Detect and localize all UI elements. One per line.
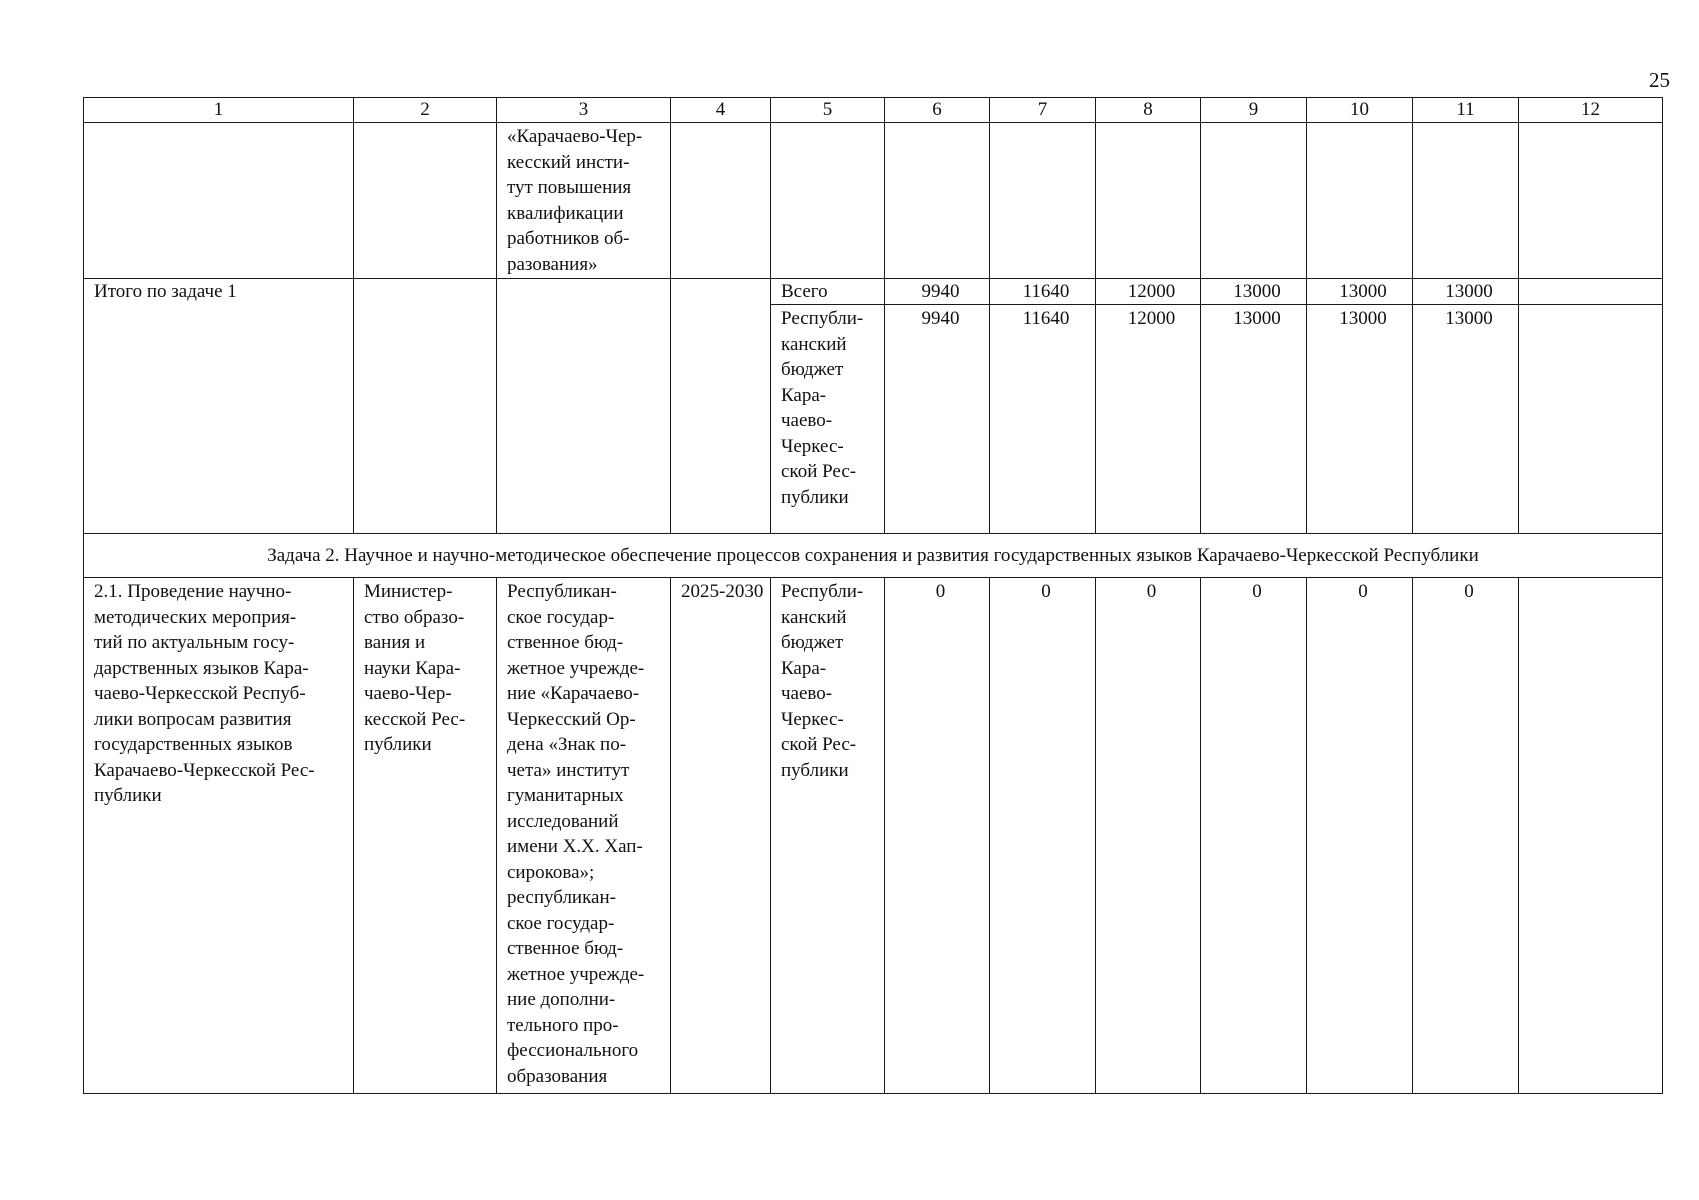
amount-cell: 11640 (990, 305, 1096, 534)
empty-cell (1201, 123, 1307, 279)
column-number: 2 (354, 98, 497, 123)
column-number: 7 (990, 98, 1096, 123)
amount-cell: 0 (1201, 578, 1307, 1094)
amount-cell: 0 (1413, 578, 1519, 1094)
amount-cell: 11640 (990, 279, 1096, 305)
note-cell (1519, 578, 1663, 1094)
empty-cell (1307, 123, 1413, 279)
task2-title: Задача 2. Научное и научно-методическое обеспечение процессов сохранения и развития государственных языков Карачаево-Черкесской Республики (84, 534, 1663, 578)
column-number: 6 (885, 98, 990, 123)
amount-cell: 0 (990, 578, 1096, 1094)
column-number: 8 (1096, 98, 1201, 123)
empty-cell (771, 123, 885, 279)
amount-cell: 0 (1096, 578, 1201, 1094)
funding-source-cell: Республи- канский бюджет Кара- чаево- Черкес- ской Рес- публики (771, 305, 885, 534)
empty-cell (885, 123, 990, 279)
empty-cell (1519, 123, 1663, 279)
responsible-cell: Министер- ство образо- вания и науки Кара- чаево-Чер- кесской Рес- публики (354, 578, 497, 1094)
period-cell: 2025-2030 (671, 578, 771, 1094)
note-cell (1519, 279, 1663, 305)
amount-cell: 13000 (1201, 279, 1307, 305)
column-number-row (84, 98, 1663, 123)
funding-source-cell: Республи- канский бюджет Кара- чаево- Черкес- ской Рес- публики (771, 578, 885, 1094)
amount-cell: 13000 (1307, 305, 1413, 534)
amount-cell: 12000 (1096, 279, 1201, 305)
task1-total-row (84, 279, 1663, 305)
empty-cell (671, 279, 771, 534)
program-table (83, 97, 1663, 1094)
column-number: 12 (1519, 98, 1663, 123)
amount-cell: 12000 (1096, 305, 1201, 534)
empty-cell (1413, 123, 1519, 279)
column-number: 4 (671, 98, 771, 123)
participant-cell: «Карачаево-Чер- кесский инсти- тут повышения квалификации работников об- разования» (497, 123, 671, 279)
column-number: 11 (1413, 98, 1519, 123)
amount-cell: 13000 (1307, 279, 1413, 305)
empty-cell (1096, 123, 1201, 279)
empty-cell (990, 123, 1096, 279)
task1-total-label: Итого по задаче 1 (84, 279, 354, 534)
empty-cell (354, 279, 497, 534)
amount-cell: 9940 (885, 305, 990, 534)
item-2-1-row (84, 578, 1663, 1094)
page-number: 25 (1649, 68, 1670, 92)
column-number: 10 (1307, 98, 1413, 123)
amount-cell: 13000 (1413, 305, 1519, 534)
empty-cell (354, 123, 497, 279)
column-number: 9 (1201, 98, 1307, 123)
amount-cell: 13000 (1201, 305, 1307, 534)
empty-cell (497, 279, 671, 534)
amount-cell: 0 (1307, 578, 1413, 1094)
empty-cell (671, 123, 771, 279)
amount-cell: 9940 (885, 279, 990, 305)
funding-source-cell: Всего (771, 279, 885, 305)
empty-cell (84, 123, 354, 279)
participant-cell: Республикан- ское государ- ственное бюд- жетное учрежде- ние «Карачаево- Черкесский Ор- дена «Знак по- чета» институт гуманитарных исследований имени Х.Х. Хап- сирокова»; республикан- ское государ- ственное бюд- жетное учрежде- ние дополни- тельного про- фессионального образования (497, 578, 671, 1094)
event-cell: 2.1. Проведение научно- методических мероприя- тий по актуальным госу- дарственных языков Кара- чаево-Черкесской Респуб- лики вопросам развития государственных языков Карачаево-Черкесской Рес- публики (84, 578, 354, 1094)
column-number: 1 (84, 98, 354, 123)
column-number: 5 (771, 98, 885, 123)
amount-cell: 13000 (1413, 279, 1519, 305)
amount-cell: 0 (885, 578, 990, 1094)
column-number: 3 (497, 98, 671, 123)
task2-heading-row (84, 534, 1663, 578)
continuation-row (84, 123, 1663, 279)
note-cell (1519, 305, 1663, 534)
